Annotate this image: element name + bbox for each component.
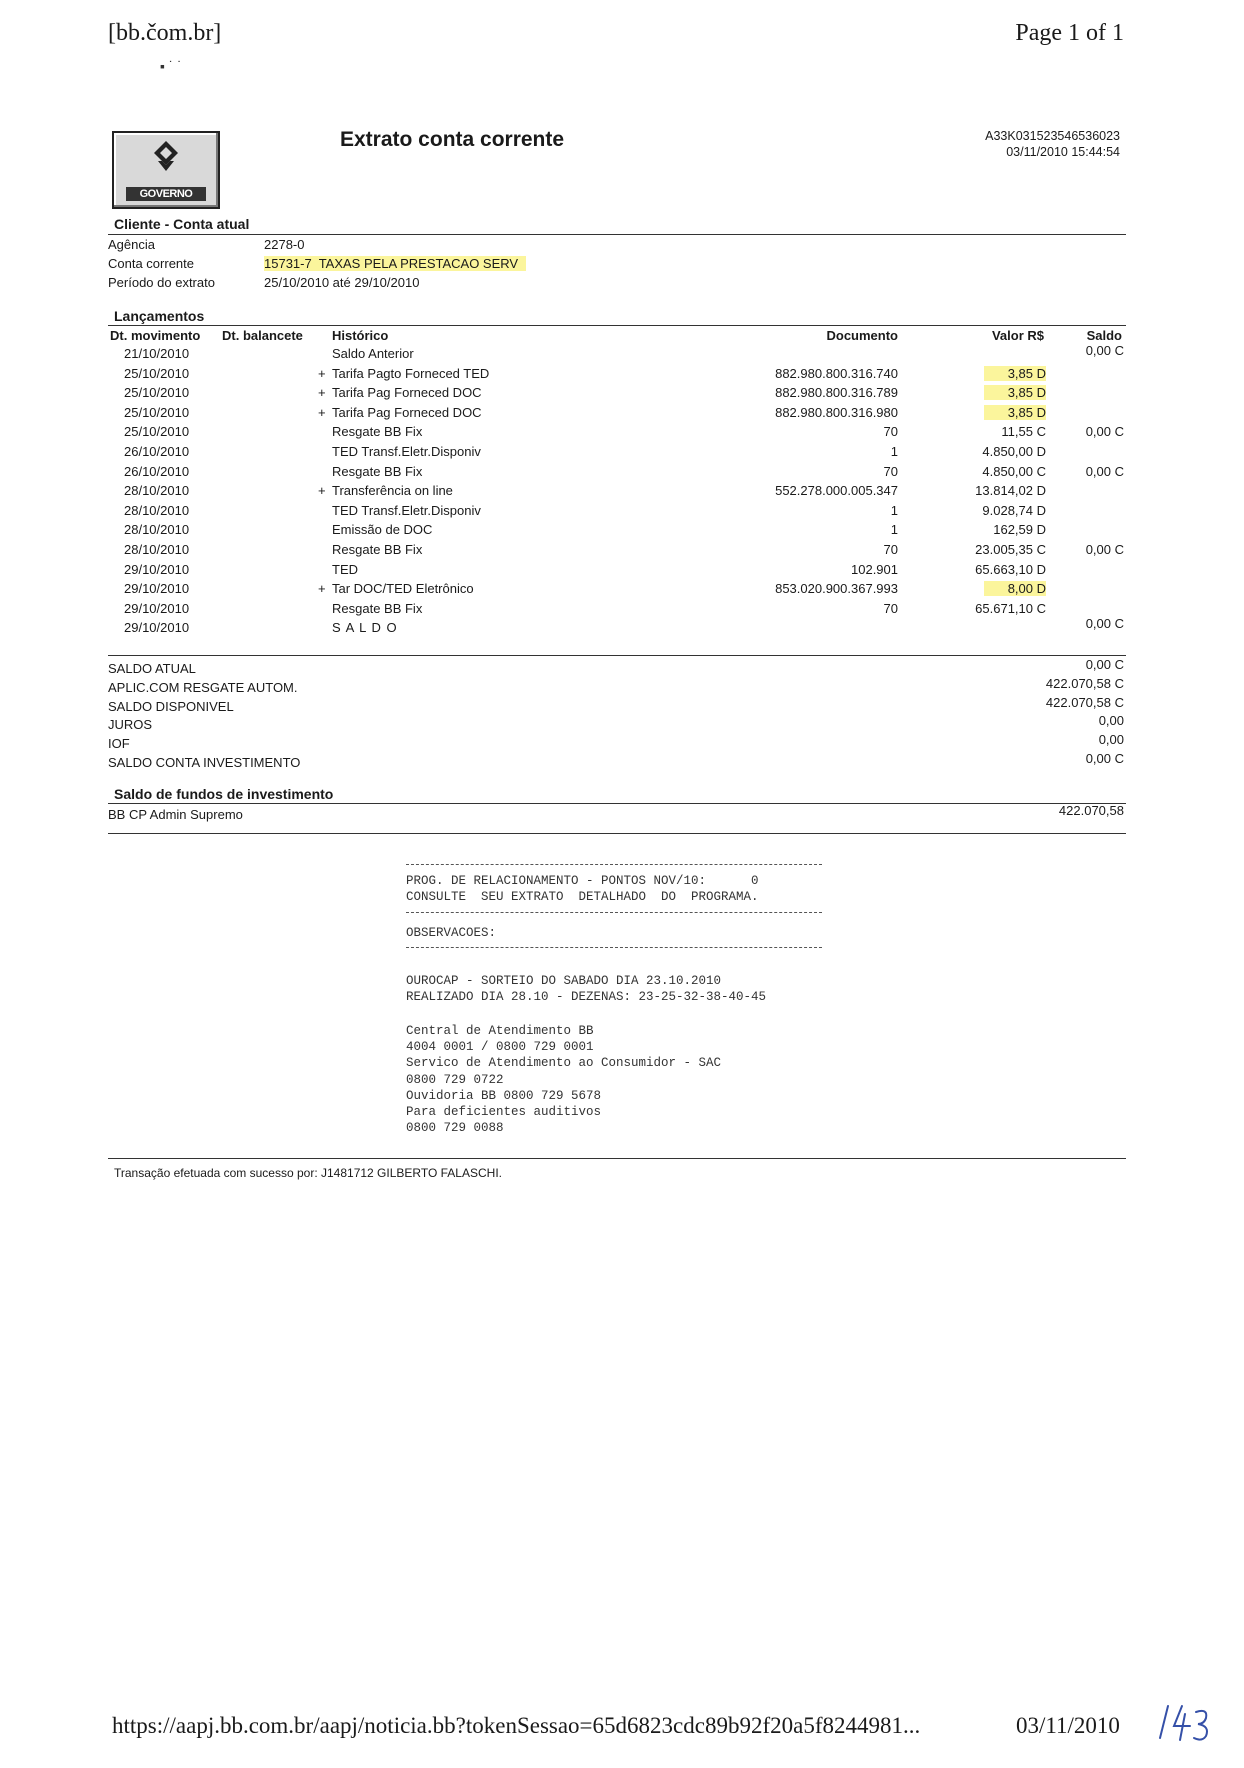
entry-date: 26/10/2010: [124, 463, 190, 479]
entry-history: Resgate BB Fix: [332, 542, 423, 557]
col-value-header: Valor R$: [991, 328, 1044, 343]
handwritten-143-icon: [1152, 1700, 1216, 1746]
entry-value: 8,00 D: [984, 581, 1046, 596]
statement-title: Extrato conta corrente: [340, 128, 565, 151]
page-indicator: Page 1 of 1: [1015, 20, 1124, 46]
entry-history: TED: [332, 561, 358, 577]
table-row: [0, 562, 1244, 582]
funds-section-title: Saldo de fundos de investimento: [114, 786, 334, 802]
period-label: Período do extrato: [108, 275, 215, 290]
entry-history: Resgate BB Fix: [332, 600, 423, 616]
entry-balance: 0,00 C: [1085, 542, 1124, 557]
handwritten-page-number: [1152, 1700, 1216, 1751]
divider: [108, 1158, 1126, 1159]
table-row: [0, 581, 1244, 601]
logo-label: GOVERNO: [126, 187, 206, 201]
entry-date: 21/10/2010: [124, 346, 190, 361]
table-row: [0, 601, 1244, 621]
entry-value: 3,85 D: [984, 385, 1046, 400]
table-row: [0, 522, 1244, 542]
entry-plus-marker: +: [318, 385, 326, 401]
scan-marks: ▪ ˙ ˙: [160, 58, 210, 74]
summary-label: APLIC.COM RESGATE AUTOM.: [108, 679, 298, 695]
table-row: [0, 385, 1244, 405]
transaction-footnote: Transação efetuada com sucesso por: J1481712 GILBERTO FALASCHI.: [114, 1166, 502, 1180]
entry-date: 25/10/2010: [124, 404, 190, 420]
entry-date: 29/10/2010: [124, 561, 190, 577]
divider: [108, 803, 1126, 804]
summary-value: 0,00 C: [1085, 657, 1124, 672]
entry-document: 552.278.000.005.347: [775, 483, 898, 499]
entry-date: 28/10/2010: [124, 522, 190, 538]
entry-date: 29/10/2010: [124, 620, 190, 636]
entry-value: 4.850,00 D: [982, 444, 1046, 459]
page-url: https://aapj.bb.com.br/aapj/noticia.bb?tokenSessao=65d6823cdc89b92f20a5f8244981...: [112, 1713, 921, 1738]
summary-value: 0,00: [1098, 713, 1124, 729]
bb-logo-icon: [148, 139, 184, 175]
period-value: 25/10/2010 até 29/10/2010: [264, 275, 420, 290]
site-header: [bb.čom.br]: [108, 20, 222, 46]
summary-label: SALDO CONTA INVESTIMENTO: [108, 755, 301, 770]
entry-history: S A L D O: [332, 620, 398, 636]
summary-value: 422.070,58 C: [1045, 694, 1124, 710]
entry-value: 4.850,00 C: [982, 463, 1046, 479]
entry-value: 23.005,35 C: [975, 542, 1046, 557]
divider: [108, 655, 1126, 656]
entry-history: Saldo Anterior: [332, 346, 414, 361]
agency-label: Agência: [108, 237, 155, 252]
observations-label: OBSERVACOES:: [406, 926, 497, 940]
entry-document: 70: [883, 463, 898, 479]
entry-date: 28/10/2010: [124, 502, 190, 518]
table-row: [0, 616, 1244, 640]
account-value: 15731-7 TAXAS PELA PRESTACAO SERV: [264, 256, 526, 271]
entry-date: 26/10/2010: [124, 444, 190, 459]
entry-document: 70: [883, 542, 898, 557]
entry-plus-marker: +: [318, 581, 326, 597]
col-history-header: Histórico: [332, 328, 389, 343]
summary-label: JUROS: [108, 717, 153, 733]
table-row: [0, 366, 1244, 386]
summary-value: 422.070,58 C: [1045, 675, 1124, 691]
entry-history: Tarifa Pag Forneced DOC: [332, 404, 482, 420]
entry-date: 25/10/2010: [124, 424, 190, 440]
summary-label: SALDO ATUAL: [108, 661, 196, 676]
entry-plus-marker: +: [318, 365, 326, 381]
entry-history: Tarifa Pagto Forneced TED: [332, 365, 490, 381]
summary-value: 0,00: [1098, 732, 1124, 748]
entry-date: 25/10/2010: [124, 385, 190, 401]
entry-value: 9.028,74 D: [982, 502, 1046, 518]
col-balance-header: Saldo: [1086, 328, 1122, 343]
statement-reference: [985, 128, 1120, 160]
divider: [108, 325, 1126, 326]
reference-code: A33K031523546536023: [985, 129, 1120, 143]
entry-value: 11,55 C: [1001, 424, 1046, 440]
entry-document: 1: [890, 502, 898, 518]
entry-balance: 0,00 C: [1085, 616, 1124, 632]
entry-history: Resgate BB Fix: [332, 463, 423, 479]
entry-date: 29/10/2010: [124, 600, 190, 616]
entry-history: TED Transf.Eletr.Disponiv: [332, 502, 481, 518]
entry-document: 1: [890, 522, 898, 538]
divider: [108, 833, 1126, 834]
entry-document: 853.020.900.367.993: [775, 581, 898, 597]
entry-balance: 0,00 C: [1085, 424, 1124, 440]
print-date: 03/11/2010: [1016, 1713, 1120, 1738]
ourocap-notice: OUROCAP - SORTEIO DO SABADO DIA 23.10.2010 REALIZADO DIA 28.10 - DEZENAS: 23-25-32-38-40-45: [406, 974, 767, 1005]
agency-value: 2278-0: [264, 237, 305, 252]
entry-document: 882.980.800.316.740: [775, 365, 898, 381]
generated-timestamp: 03/11/2010 15:44:54: [1006, 145, 1120, 159]
entry-value: 3,85 D: [984, 405, 1046, 420]
client-section-title: Cliente - Conta atual: [114, 216, 250, 232]
col-document-header: Documento: [826, 328, 898, 343]
entry-document: 882.980.800.316.980: [775, 404, 898, 420]
summary-label: IOF: [108, 736, 130, 752]
bank-logo: [112, 131, 220, 209]
program-notice: PROG. DE RELACIONAMENTO - PONTOS NOV/10: 0 CONSULTE SEU EXTRATO DETALHADO DO PROGRAMA.: [406, 874, 759, 905]
entry-document: 882.980.800.316.789: [775, 385, 898, 401]
col-balance-date-header: Dt. balancete: [222, 328, 303, 343]
table-row: [0, 503, 1244, 523]
entry-date: 28/10/2010: [124, 483, 190, 499]
entry-value: 65.663,10 D: [975, 561, 1046, 577]
entry-document: 70: [883, 600, 898, 616]
entry-value: 3,85 D: [984, 366, 1046, 381]
col-date-header: Dt. movimento: [110, 328, 201, 343]
entry-document: 70: [883, 424, 898, 440]
table-row: [0, 424, 1244, 444]
dashed-divider: [406, 864, 822, 865]
entry-history: Resgate BB Fix: [332, 424, 423, 440]
entry-date: 28/10/2010: [124, 542, 190, 557]
table-row: [0, 444, 1244, 464]
entries-section-title: Lançamentos: [114, 308, 205, 324]
entry-plus-marker: +: [318, 404, 326, 420]
entry-date: 25/10/2010: [124, 365, 190, 381]
table-row: [0, 405, 1244, 425]
dashed-divider: [406, 912, 822, 913]
fund-value: 422.070,58: [1058, 803, 1124, 818]
summary-label: SALDO DISPONIVEL: [108, 698, 234, 714]
entry-plus-marker: +: [318, 483, 326, 499]
entry-history: Tar DOC/TED Eletrônico: [332, 581, 474, 597]
contacts-block: Central de Atendimento BB 4004 0001 / 0800 729 0001 Servico de Atendimento ao Consumidor - SAC 0800 729 0722 Ouvidoria BB 0800 729 5678 Para deficientes auditivos 0800 729 0088: [406, 1024, 722, 1136]
table-row: [0, 542, 1244, 562]
entry-value: 13.814,02 D: [975, 483, 1046, 499]
account-label: Conta corrente: [108, 256, 194, 271]
entry-balance: 0,00 C: [1085, 463, 1124, 479]
table-row: [0, 464, 1244, 484]
table-row: [0, 343, 1244, 366]
entry-date: 29/10/2010: [124, 581, 190, 597]
entry-history: TED Transf.Eletr.Disponiv: [332, 444, 481, 459]
divider: [108, 234, 1126, 235]
entry-value: 65.671,10 C: [975, 600, 1046, 616]
entry-document: 102.901: [851, 561, 898, 577]
dashed-divider: [406, 947, 822, 948]
entry-document: 1: [890, 444, 898, 459]
summary-value: 0,00 C: [1085, 751, 1124, 766]
entry-history: Emissão de DOC: [332, 522, 433, 538]
entry-value: 162,59 D: [993, 522, 1046, 538]
entry-history: Tarifa Pag Forneced DOC: [332, 385, 482, 401]
entry-balance: 0,00 C: [1085, 343, 1124, 358]
entry-history: Transferência on line: [332, 483, 453, 499]
fund-name: BB CP Admin Supremo: [108, 807, 243, 822]
table-row: [0, 483, 1244, 503]
